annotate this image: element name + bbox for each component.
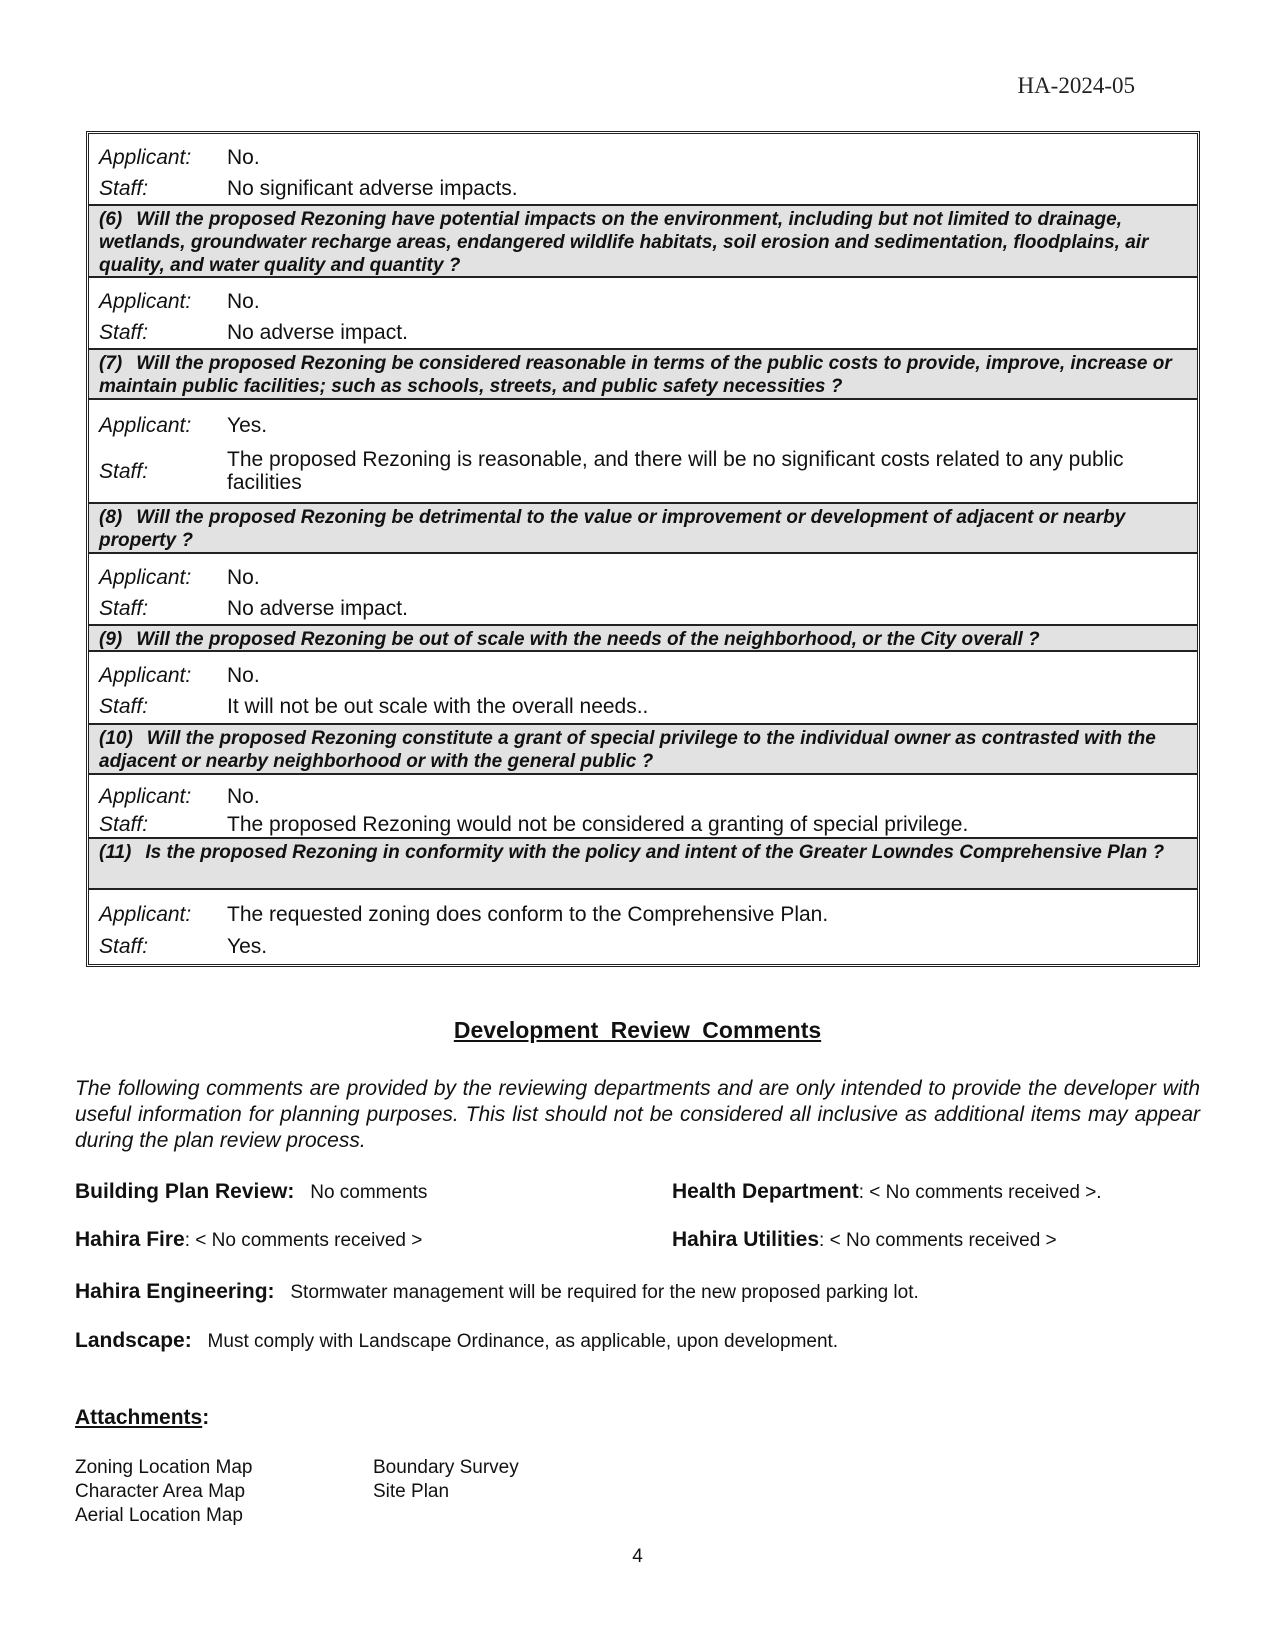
applicant-answer: No.	[227, 663, 260, 687]
health-department-comment	[672, 1180, 1102, 1204]
hahira-engineering-label: Hahira Engineering:	[75, 1280, 275, 1303]
applicant-answer: No.	[227, 145, 260, 169]
attachment-item: Aerial Location Map	[75, 1505, 243, 1526]
section-title: Development Review Comments	[453, 1017, 822, 1043]
hahira-fire-value: : < No comments received >	[184, 1230, 423, 1251]
staff-label: Staff:	[99, 459, 149, 483]
attachments-list-left	[75, 1456, 252, 1528]
staff-row	[99, 932, 1187, 960]
question-number: (6)	[99, 209, 123, 230]
staff-label: Staff:	[99, 176, 149, 200]
applicant-label: Applicant:	[99, 663, 192, 687]
question-number: (8)	[99, 507, 123, 528]
attachment-item: Boundary Survey	[373, 1457, 519, 1478]
staff-label: Staff:	[99, 596, 149, 620]
answer-block	[89, 890, 1197, 964]
hahira-engineering-value: Stormwater management will be required for the new proposed parking lot.	[290, 1282, 919, 1303]
hahira-fire-label: Hahira Fire	[75, 1228, 185, 1251]
staff-answer: The proposed Rezoning would not be considered a granting of special privilege.	[227, 812, 969, 836]
question-number: (7)	[99, 353, 123, 374]
answer-block	[89, 652, 1197, 725]
question-number: (11)	[99, 842, 132, 863]
answer-block	[89, 278, 1197, 350]
question-7	[89, 350, 1197, 400]
applicant-label: Applicant:	[99, 565, 192, 589]
hahira-utilities-comment	[672, 1228, 1057, 1252]
staff-label: Staff:	[99, 694, 149, 718]
applicant-label: Applicant:	[99, 784, 192, 808]
attachment-item: Zoning Location Map	[75, 1457, 253, 1478]
landscape-value: Must comply with Landscape Ordinance, as applicable, upon development.	[207, 1331, 839, 1352]
staff-answer: It will not be out scale with the overall needs..	[227, 694, 649, 718]
applicant-answer: No.	[227, 565, 260, 589]
health-department-label: Health Department	[672, 1180, 859, 1203]
staff-row	[99, 444, 1187, 498]
applicant-row	[99, 284, 1187, 318]
question-10	[89, 725, 1197, 775]
staff-label: Staff:	[99, 934, 149, 958]
answer-block	[89, 400, 1197, 504]
building-plan-review-value: No comments	[310, 1182, 428, 1203]
attachment-item: Character Area Map	[75, 1481, 246, 1502]
staff-row	[99, 811, 1187, 837]
question-text: Will the proposed Rezoning have potential impacts on the environment, including but not limited to drainage, wetlands, groundwater recharge areas, endangered wildlife habitats, soil erosion and sedimentation, floodplains, air quality, and water quality and quantity ?	[99, 209, 1149, 276]
question-text: Will the proposed Rezoning constitute a grant of special privilege to the individual owner as contrasted with the adjacent or nearby neighborhood or with the general public ?	[99, 728, 1156, 772]
applicant-row	[99, 781, 1187, 811]
staff-answer: No adverse impact.	[227, 320, 408, 344]
question-number: (9)	[99, 629, 123, 650]
answer-block	[89, 775, 1197, 839]
applicant-label: Applicant:	[99, 413, 192, 437]
landscape-label: Landscape:	[75, 1329, 192, 1352]
attachments-list-right	[373, 1456, 519, 1504]
question-text: Is the proposed Rezoning in conformity with the policy and intent of the Greater Lowndes Comprehensive Plan ?	[145, 842, 1165, 863]
question-text: Will the proposed Rezoning be considered reasonable in terms of the public costs to provide, improve, increase or maintain public facilities; such as schools, streets, and public safety necessities ?	[99, 353, 1172, 397]
staff-label: Staff:	[99, 320, 149, 344]
question-6	[89, 206, 1197, 278]
staff-answer: The proposed Rezoning is reasonable, and there will be no significant costs related to any public facilities	[227, 448, 1124, 494]
applicant-row	[99, 140, 1187, 174]
document-id: HA-2024-05	[1017, 73, 1135, 98]
building-plan-review-comment	[75, 1180, 427, 1204]
question-8	[89, 504, 1197, 554]
building-plan-review-label: Building Plan Review:	[75, 1180, 295, 1203]
applicant-row	[99, 896, 1187, 932]
hahira-utilities-label: Hahira Utilities	[672, 1228, 820, 1251]
question-9	[89, 626, 1197, 652]
staff-row	[99, 174, 1187, 202]
applicant-row	[99, 658, 1187, 692]
applicant-answer: Yes.	[227, 413, 268, 437]
staff-answer: No adverse impact.	[227, 596, 408, 620]
applicant-row	[99, 406, 1187, 444]
staff-answer: No significant adverse impacts.	[227, 176, 518, 200]
page-number: 4	[632, 1546, 643, 1567]
attachments-title: Attachments:	[75, 1406, 210, 1429]
staff-row	[99, 594, 1187, 622]
hahira-utilities-value: : < No comments received >	[819, 1230, 1057, 1251]
question-text: Will the proposed Rezoning be out of scale with the needs of the neighborhood, or the City overall ?	[136, 629, 1040, 650]
attachment-item: Site Plan	[373, 1481, 450, 1502]
staff-row	[99, 318, 1187, 346]
applicant-label: Applicant:	[99, 145, 192, 169]
applicant-answer: No.	[227, 784, 260, 808]
answer-block	[89, 554, 1197, 626]
hahira-fire-comment	[75, 1228, 422, 1252]
staff-label: Staff:	[99, 812, 149, 836]
applicant-answer: No.	[227, 289, 260, 313]
question-number: (10)	[99, 728, 133, 749]
applicant-answer: The requested zoning does conform to the Comprehensive Plan.	[227, 902, 829, 926]
applicant-row	[99, 560, 1187, 594]
question-11	[89, 839, 1197, 890]
criteria-table	[86, 131, 1200, 967]
health-department-value: : < No comments received >.	[858, 1182, 1102, 1203]
staff-answer: Yes.	[227, 934, 268, 958]
question-text: Will the proposed Rezoning be detrimental to the value or improvement or development of adjacent or nearby property ?	[99, 507, 1126, 551]
applicant-label: Applicant:	[99, 902, 192, 926]
staff-row	[99, 692, 1187, 720]
answer-block	[89, 134, 1197, 206]
review-intro: The following comments are provided by the reviewing departments and are only intended to provide the developer with useful information for planning purposes. This list should not be considered all inclusive as additional items may appear during the plan review process.	[75, 1077, 1200, 1152]
landscape-comment	[75, 1329, 838, 1353]
applicant-label: Applicant:	[99, 289, 192, 313]
hahira-engineering-comment	[75, 1280, 919, 1304]
